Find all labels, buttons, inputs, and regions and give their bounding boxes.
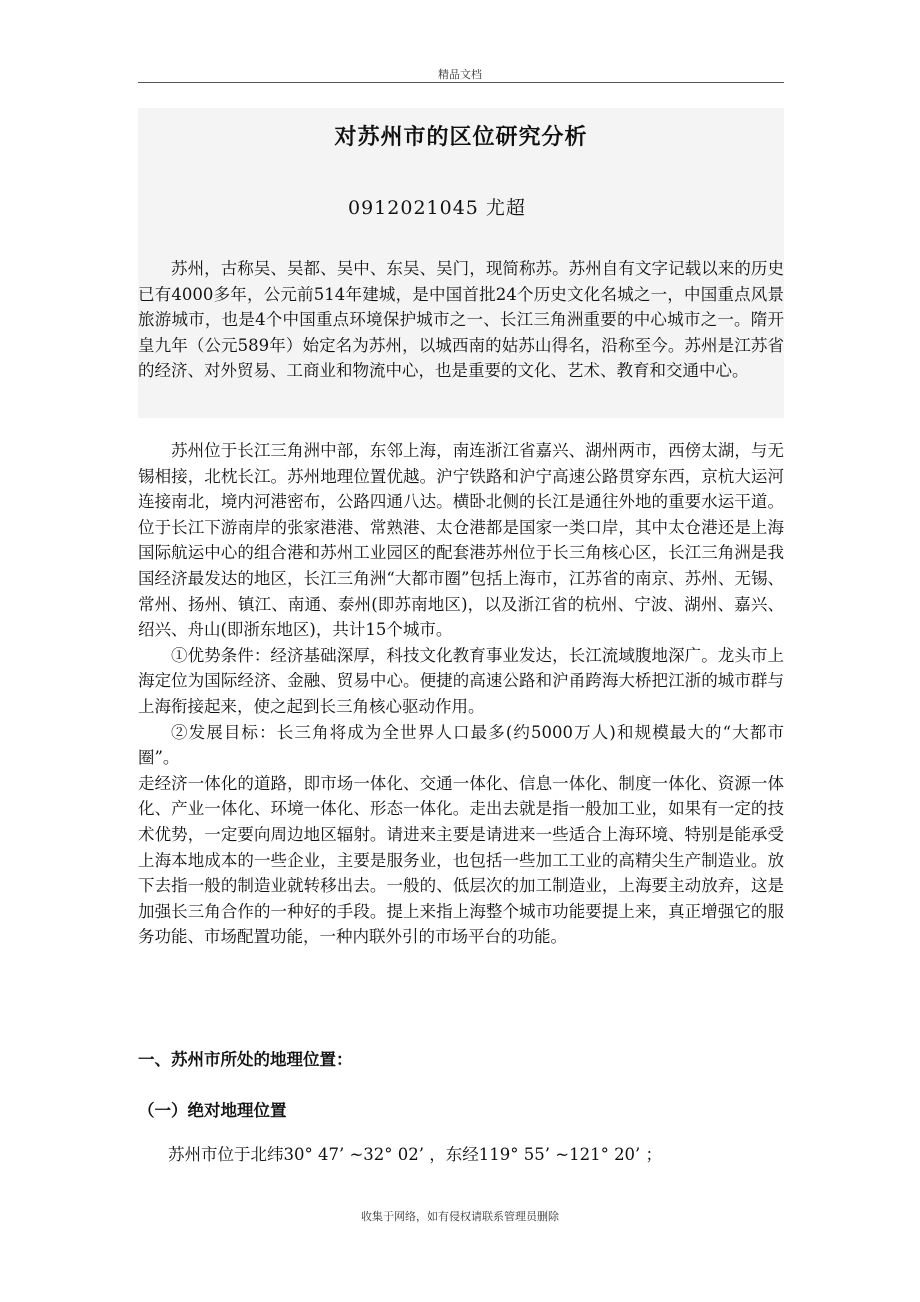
integration-paragraph: 走经济一体化的道路，即市场一体化、交通一体化、信息一体化、制度一体化、资源一体化、产业一体化、环境一体化、形态一体化。走出去就是指一般加工业，如果有一定的技术优势，一定要向周边地区辐射。请进来主要是请进来一些适合上海环境、特别是能承受上海本地成本的一些企业，主要是服务业，也包括一些加工工业的高精尖生产制造业。放下去指一般的制造业就转移出去。一般的、低层次的加工制造业，上海要主动放弃，这是加强长三角合作的一种好的手段。提上来指上海整个城市功能要提上来，真正增强它的服务功能、市场配置功能，一种内联外引的市场平台的功能。 (138, 773, 784, 947)
subsection-heading: （一）绝对地理位置 (138, 1101, 287, 1120)
coordinates-text: 苏州市位于北纬30° 47’ ~32° 02’ ，东经119° 55’ ~121° 20’ ； (168, 1145, 663, 1164)
goal-paragraph: ②发展目标：长三角将成为全世界人口最多(约5000万人)和规模最大的“大都市圈”。 (138, 722, 784, 768)
advantages-paragraph: ①优势条件：经济基础深厚，科技文化教育事业发达，长江流域腹地深广。龙头市上海定位为国际经济、金融、贸易中心。便捷的高速公路和沪甬跨海大桥把江浙的城市群与上海衔接起来，使之起到长三角核心驱动作用。 (138, 645, 784, 716)
location-section (138, 438, 784, 950)
header-divider (138, 82, 784, 83)
page-footer: 收集于网络，如有侵权请联系管理员删除 (361, 1210, 559, 1223)
page-header: 精品文档 (438, 68, 482, 81)
document-title: 对苏州市的区位研究分析 (334, 124, 588, 150)
intro-paragraph: 苏州，古称吴、吴都、吴中、东吴、吴门，现简称苏。苏州自有文字记载以来的历史已有4000多年，公元前514年建城，是中国首批24个历史文化名城之一，中国重点风景旅游城市，也是4个中国重点环境保护城市之一、长江三角洲重要的中心城市之一。隋开皇九年（公元589年）始定名为苏州，以城西南的姑苏山得名，沿称至今。苏州是江苏省的经济、对外贸易、工商业和物流中心，也是重要的文化、艺术、教育和交通中心。 (138, 259, 784, 381)
intro-section (138, 256, 784, 384)
author-line: 0912021045 尤超 (348, 197, 526, 219)
section-heading: 一、苏州市所处的地理位置： (138, 1050, 353, 1069)
location-paragraph: 苏州位于长江三角洲中部，东邻上海，南连浙江省嘉兴、湖州两市，西傍太湖，与无锡相接，北枕长江。苏州地理位置优越。沪宁铁路和沪宁高速公路贯穿东西，京杭大运河连接南北，境内河港密布，公路四通八达。横卧北侧的长江是通往外地的重要水运干道。位于长江下游南岸的张家港港、常熟港、太仓港都是国家一类口岸，其中太仓港还是上海国际航运中心的组合港和苏州工业园区的配套港苏州位于长三角核心区，长江三角洲是我国经济最发达的地区，长江三角洲“大都市圈”包括上海市，江苏省的南京、苏州、无锡、常州、扬州、镇江、南通、泰州(即苏南地区)，以及浙江省的杭州、宁波、湖州、嘉兴、绍兴、舟山(即浙东地区)，共计15个城市。 (138, 441, 784, 640)
